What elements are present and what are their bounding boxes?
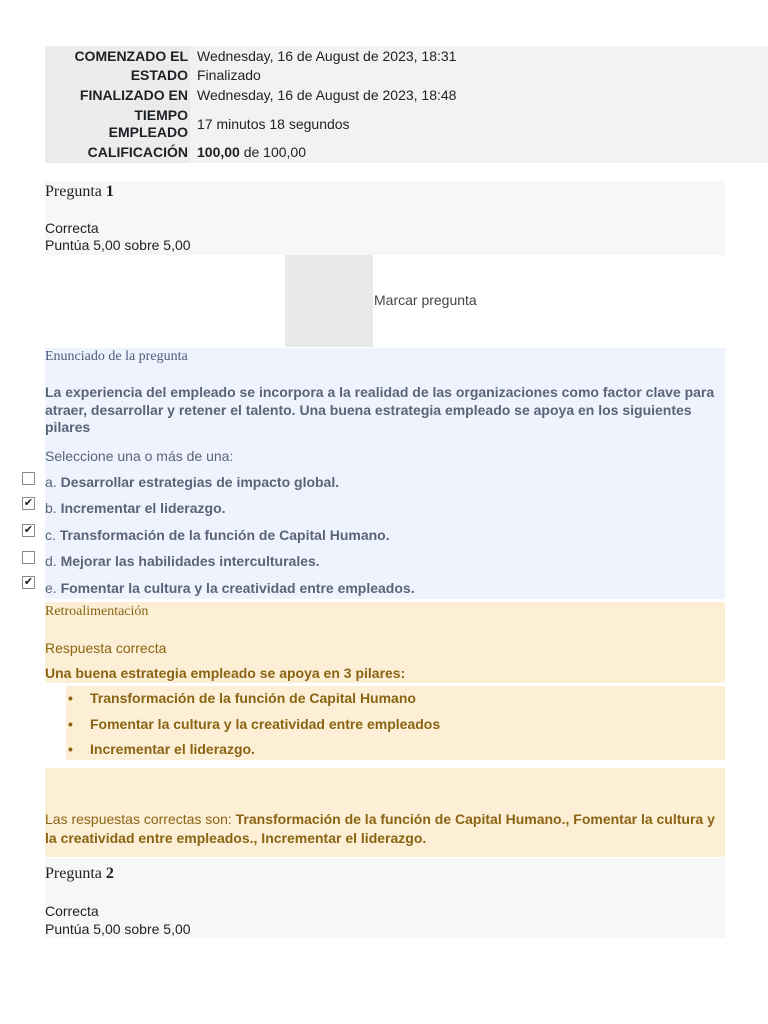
question-1-content: [45, 348, 725, 599]
question-2-mark: Puntúa 5,00 sobre 5,00: [45, 921, 191, 937]
bullet-icon: •: [68, 690, 73, 706]
feedback-intro: Una buena estrategia empleado se apoya en 3 pilares:: [45, 665, 406, 681]
question-1-info: [45, 181, 725, 255]
answer-option-d: [45, 553, 320, 569]
checkmark-icon: ✔: [23, 524, 34, 536]
question-2-title: [45, 865, 114, 883]
question-number: 2: [105, 865, 114, 882]
summary-label: FINALIZADO EN: [48, 87, 188, 103]
feedback-pillars-list: [66, 686, 725, 760]
option-text: Mejorar las habilidades interculturales.: [60, 553, 320, 569]
right-answer-list: Transformación de la función de Capital Humano., Fomentar la cultura y la creatividad entre empleados., Incrementar el liderazgo.: [45, 811, 715, 846]
option-text: Desarrollar estrategias de impacto global.: [60, 474, 340, 490]
checkmark-icon: ✔: [23, 576, 34, 588]
summary-row-finished: [45, 87, 768, 105]
option-letter: b.: [45, 500, 61, 516]
summary-label-line: EMPLEADO: [108, 124, 188, 140]
summary-label: ESTADO: [48, 67, 188, 83]
question-text-label: Enunciado de la pregunta: [45, 349, 188, 364]
bullet-icon: •: [68, 716, 73, 732]
checkbox-option-c[interactable]: [22, 524, 35, 537]
right-answer-panel: [45, 768, 725, 857]
answer-option-b: [45, 500, 226, 516]
question-1-text: La experiencia del empleado se incorpora a la realidad de las organizaciones como factor clave para atraer, desarrollar y retener el talento. Una buena estrategia empleado se apoya en los siguientes pilares: [45, 384, 715, 435]
answer-prompt: Seleccione una o más de una:: [45, 448, 234, 464]
checkbox-option-d[interactable]: [22, 551, 35, 564]
checkbox-option-e[interactable]: [22, 576, 35, 589]
option-letter: e.: [45, 580, 61, 596]
quiz-summary-table: [45, 46, 768, 163]
list-item-text: Fomentar la cultura y la creatividad entre empleados: [90, 716, 441, 732]
question-1-title: [45, 183, 114, 201]
option-letter: a.: [45, 474, 61, 490]
question-number: 1: [105, 183, 114, 200]
summary-value: Wednesday, 16 de August de 2023, 18:31: [197, 48, 457, 64]
list-item-text: Incrementar el liderazgo.: [90, 741, 255, 757]
checkmark-icon: ✔: [23, 497, 34, 509]
summary-row-grade: [45, 144, 768, 162]
right-answer-prefix: Las respuestas correctas son:: [45, 811, 236, 827]
summary-label: [48, 107, 188, 141]
summary-value: [197, 144, 306, 160]
question-label: Pregunta: [45, 183, 106, 200]
option-text: Transformación de la función de Capital Humano.: [59, 527, 390, 543]
summary-label-line: TIEMPO: [134, 107, 188, 123]
grade-max: de 100,00: [239, 144, 306, 160]
summary-value: 17 minutos 18 segundos: [197, 116, 350, 132]
feedback-result: Respuesta correcta: [45, 640, 167, 656]
summary-label: CALIFICACIÓN: [48, 144, 188, 160]
flag-question-button[interactable]: Marcar pregunta: [374, 292, 477, 308]
option-text: Fomentar la cultura y la creatividad entre empleados.: [60, 580, 415, 596]
flag-question-icon[interactable]: [285, 255, 373, 347]
option-letter: c.: [45, 527, 60, 543]
feedback-label: Retroalimentación: [45, 604, 149, 619]
answer-option-a: [45, 474, 339, 490]
question-2-info: [45, 858, 725, 938]
question-1-state: Correcta: [45, 220, 99, 236]
summary-label: COMENZADO EL: [48, 48, 188, 64]
question-1-mark: Puntúa 5,00 sobre 5,00: [45, 237, 191, 253]
summary-row-state: [45, 67, 768, 85]
summary-row-time-taken: [45, 107, 768, 143]
checkbox-option-a[interactable]: [22, 472, 35, 485]
list-item-text: Transformación de la función de Capital Humano: [90, 690, 416, 706]
bullet-icon: •: [68, 741, 73, 757]
question-2-state: Correcta: [45, 903, 99, 919]
question-1-feedback: [45, 602, 725, 683]
option-text: Incrementar el liderazgo.: [60, 500, 226, 516]
grade-score: 100,00: [197, 144, 240, 160]
question-label: Pregunta: [45, 865, 106, 882]
summary-value: Wednesday, 16 de August de 2023, 18:48: [197, 87, 457, 103]
option-letter: d.: [45, 553, 61, 569]
summary-row-started: [45, 48, 768, 66]
checkbox-option-b[interactable]: [22, 497, 35, 510]
answer-option-e: [45, 580, 415, 596]
right-answer-text: [45, 810, 720, 848]
answer-option-c: [45, 527, 390, 543]
summary-value: Finalizado: [197, 67, 261, 83]
